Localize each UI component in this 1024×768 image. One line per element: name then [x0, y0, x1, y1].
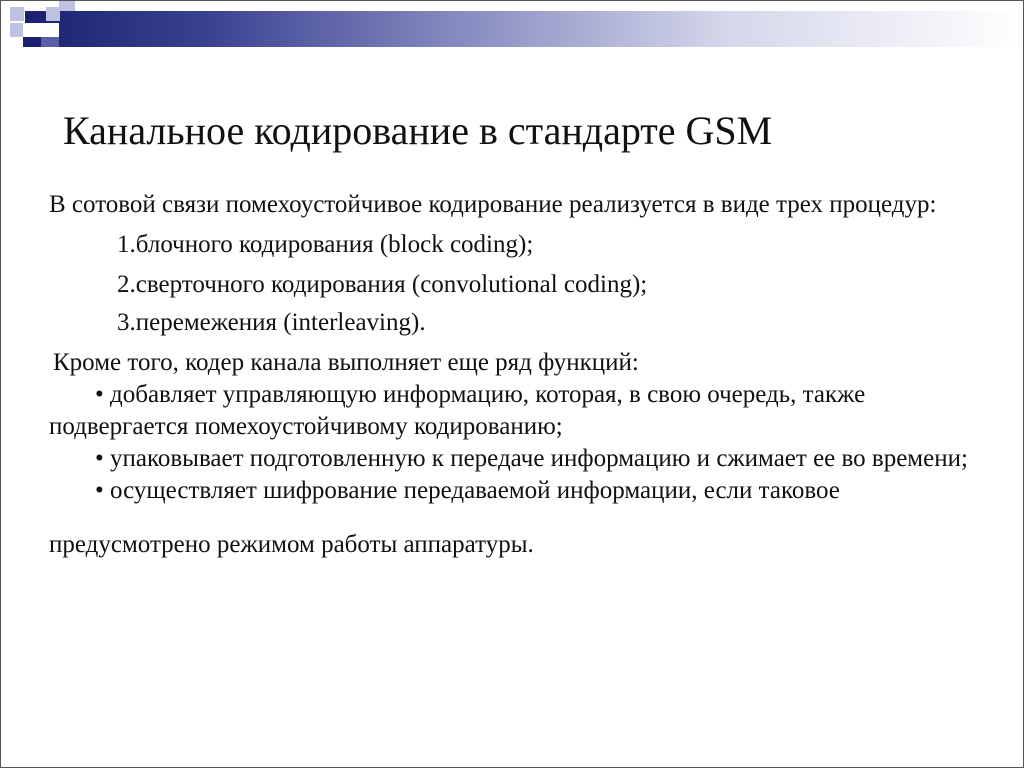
deco-square: [10, 23, 23, 37]
function-item-continuation: предусмотрено режимом работы аппаратуры.: [49, 531, 534, 558]
function-item: • осуществляет шифрование передаваемой информации, если таковое: [95, 477, 840, 504]
function-item: • упаковывает подготовленную к передаче информацию и сжимает ее во времени;: [95, 445, 968, 472]
deco-square: [46, 7, 60, 21]
deco-square: [23, 23, 41, 37]
procedure-item: 3.перемежения (interleaving).: [117, 309, 426, 336]
deco-square: [10, 7, 24, 21]
header-decoration: [1, 1, 1023, 53]
slide-title: Канальное кодирование в стандарте GSM: [63, 108, 773, 153]
procedure-item: 2.сверточного кодирования (convolutional coding);: [117, 271, 648, 298]
intro-paragraph: В сотовой связи помехоустойчивое кодирование реализуется в виде трех процедур:: [49, 191, 937, 218]
deco-square: [23, 37, 41, 47]
functions-intro: Кроме того, кодер канала выполняет еще ряд функций:: [53, 349, 639, 376]
deco-square: [41, 23, 59, 37]
deco-square: [41, 37, 59, 47]
gradient-bar: [25, 11, 1023, 47]
slide-body: [49, 189, 989, 561]
procedure-item: 1.блочного кодирования (block coding);: [117, 231, 534, 258]
function-item: • добавляет управляющую информацию, которая, в свою очередь, также подвергается помехоустойчивому кодированию;: [49, 381, 866, 440]
deco-square: [59, 1, 75, 11]
